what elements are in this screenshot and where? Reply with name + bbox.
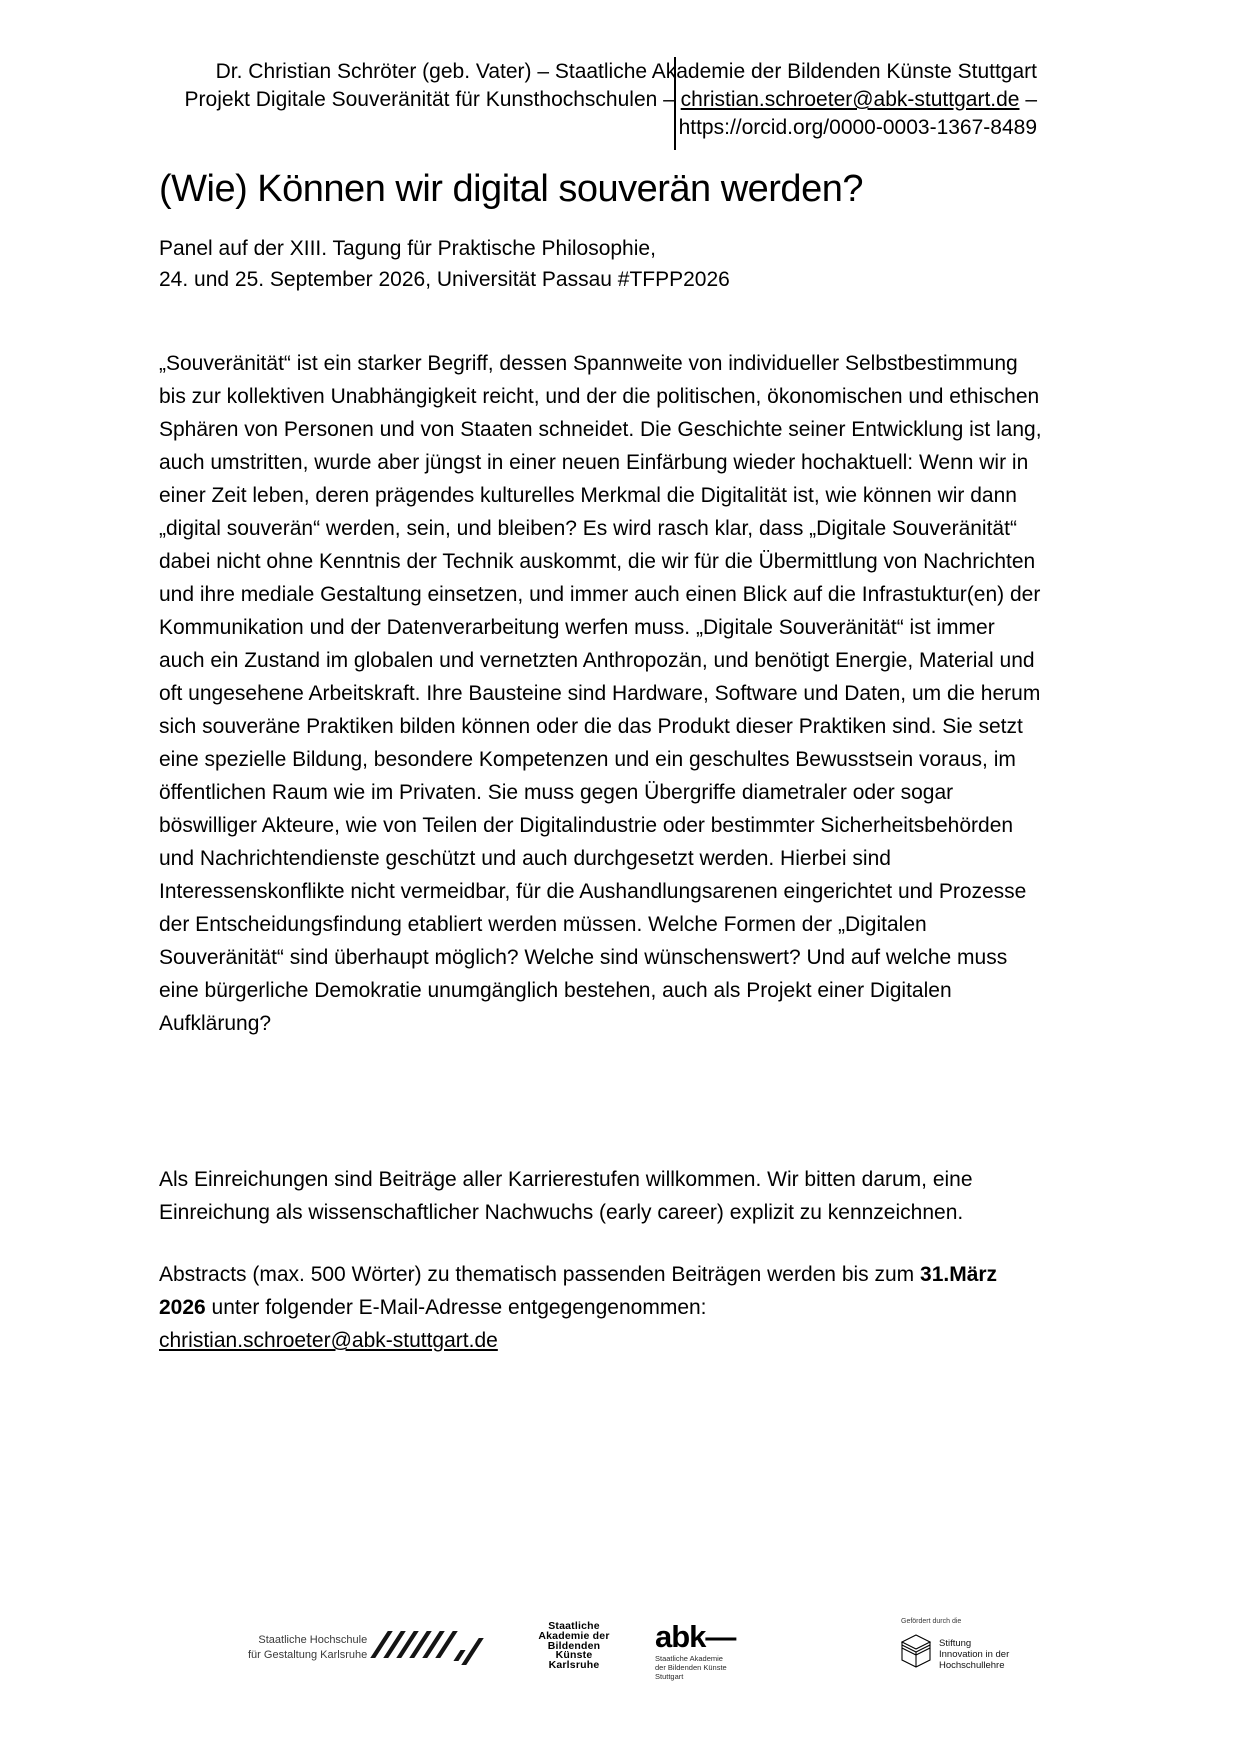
- subtitle-line-2: 24. und 25. September 2026, Universität Passau #TFPP2026: [159, 268, 730, 291]
- stiftung-stack-icon: [901, 1634, 931, 1675]
- submission-email-link[interactable]: christian.schroeter@abk-stuttgart.de: [159, 1329, 498, 1352]
- header-project-text: Projekt Digitale Souveränität für Kunsthochschulen –: [184, 88, 681, 111]
- stiftung-funded-by-label: Gefördert durch die: [901, 1618, 962, 1625]
- stiftung-line-1: Stiftung: [939, 1638, 972, 1649]
- abk-karlsruhe-line-5: Karlsruhe: [548, 1659, 600, 1672]
- abk-karlsruhe-line-4: Künste: [555, 1649, 593, 1662]
- logo-hfg-karlsruhe: [248, 1630, 475, 1665]
- abstract-paragraph: „Souveränität“ ist ein starker Begriff, dessen Spannweite von individueller Selbstbestimmung bis zur kollektiven Unabhängigkeit reicht, und der die politischen, ökonomischen und ethischen Sphären von Personen und von Staaten schneidet. Die Geschichte seiner Entwicklung ist lang, auch umstritten, wurde aber jüngst in einer neuen Einfärbung wieder hochaktuell: Wenn wir in einer Zeit leben, deren prägendes kulturelles Merkmal die Digitalität ist, wie können wir dann „digital souverän“ werden, sein, und bleiben? Es wird rasch klar, dass „Digitale Souveränität“ dabei nicht ohne Kenntnis der Technik auskommt, die wir für die Übermittlung von Nachrichten und ihre mediale Gestaltung einsetzen, und immer auch einen Blick auf die Infrastuktur(en) der Kommunikation und der Datenverarbeitung werfen muss. „Digitale Souveränität“ ist immer auch ein Zustand im globalen und vernetzten Anthropozän, und benötigt Energie, Material und oft ungesehene Arbeitskraft. Ihre Bausteine sind Hardware, Software und Daten, um die herum sich souveräne Praktiken bilden können oder die das Produkt dieser Praktiken sind. Sie setzt eine spezielle Bildung, besondere Kompetenzen und ein geschultes Bewusstsein voraus, im öffentlichen Raum wie im Privaten. Sie muss gegen Übergriffe diametraler oder sogar böswilliger Akteure, wie von Teilen der Digitalindustrie oder bestimmter Sicherheitsbehörden und Nachrichtendienste geschützt und auch durchgesetzt werden. Hierbei sind Interessenskonflikte nicht vermeidbar, für die Aushandlungsarenen eingerichtet und Prozesse der Entscheidungsfindung etabliert werden müssen. Welche Formen der „Digitalen Souveränität“ sind überhaupt möglich? Welche sind wünschenswert? Und auf welche muss eine bürgerliche Demokratie unumgänglich bestehen, auch als Projekt einer Digitalen Aufklärung?: [159, 352, 1042, 1035]
- deadline-paragraph: [159, 1258, 1043, 1357]
- stiftung-label: [939, 1638, 1009, 1671]
- abk-karlsruhe-line-2: Akademie der: [538, 1629, 610, 1642]
- deadline-text-before: Abstracts (max. 500 Wörter) zu thematisch passenden Beiträgen werden bis zum: [159, 1263, 921, 1286]
- hfg-karlsruhe-label: [248, 1630, 367, 1663]
- abk-stuttgart-line-3: Stuttgart: [655, 1671, 684, 1681]
- abk-stuttgart-line-1: Staatliche Akademie: [655, 1654, 723, 1663]
- hfg-slashes-icon: [379, 1630, 475, 1665]
- header-contact-line: [185, 86, 1037, 114]
- page-title: (Wie) Können wir digital souverän werden?: [159, 168, 863, 210]
- header-orcid-line: https://orcid.org/0000-0003-1367-8489: [678, 116, 1037, 139]
- header-affiliation-line: Dr. Christian Schröter (geb. Vater) – Staatliche Akademie der Bildenden Künste Stuttgart: [215, 60, 1037, 83]
- subtitle-line-1: Panel auf der XIII. Tagung für Praktische Philosophie,: [159, 237, 656, 260]
- deadline-text-after: unter folgender E-Mail-Adresse entgegengenommen:: [205, 1296, 707, 1319]
- abk-stuttgart-wordmark: abk—: [655, 1619, 736, 1654]
- deadline-date: 31.März 2026: [159, 1263, 998, 1319]
- submission-paragraph: Als Einreichungen sind Beiträge aller Karrierestufen willkommen. Wir bitten darum, eine Einreichung als wissenschaftlicher Nachwuchs (early career) explizit zu kennzeichnen.: [159, 1168, 973, 1224]
- logo-stiftung-hochschullehre: [901, 1618, 1009, 1675]
- hfg-label-line-2: für Gestaltung Karlsruhe: [248, 1649, 368, 1661]
- abk-karlsruhe-line-1: Staatliche: [548, 1620, 600, 1632]
- stiftung-line-3: Hochschullehre: [939, 1660, 1005, 1671]
- stiftung-line-2: Innovation in der: [939, 1649, 1010, 1660]
- logo-abk-stuttgart: [655, 1619, 736, 1681]
- hfg-label-line-1: Staatliche Hochschule: [258, 1634, 368, 1646]
- abk-karlsruhe-line-3: Bildenden: [547, 1639, 601, 1652]
- event-subtitle: [159, 233, 730, 295]
- header-email-link[interactable]: christian.schroeter@abk-stuttgart.de: [680, 88, 1020, 111]
- header-dash-suffix: –: [1019, 88, 1037, 111]
- abk-stuttgart-label: [655, 1655, 735, 1681]
- header-block: [185, 58, 1037, 142]
- logo-abk-karlsruhe: [526, 1622, 622, 1671]
- abk-stuttgart-line-2: der Bildenden Künste: [655, 1662, 727, 1672]
